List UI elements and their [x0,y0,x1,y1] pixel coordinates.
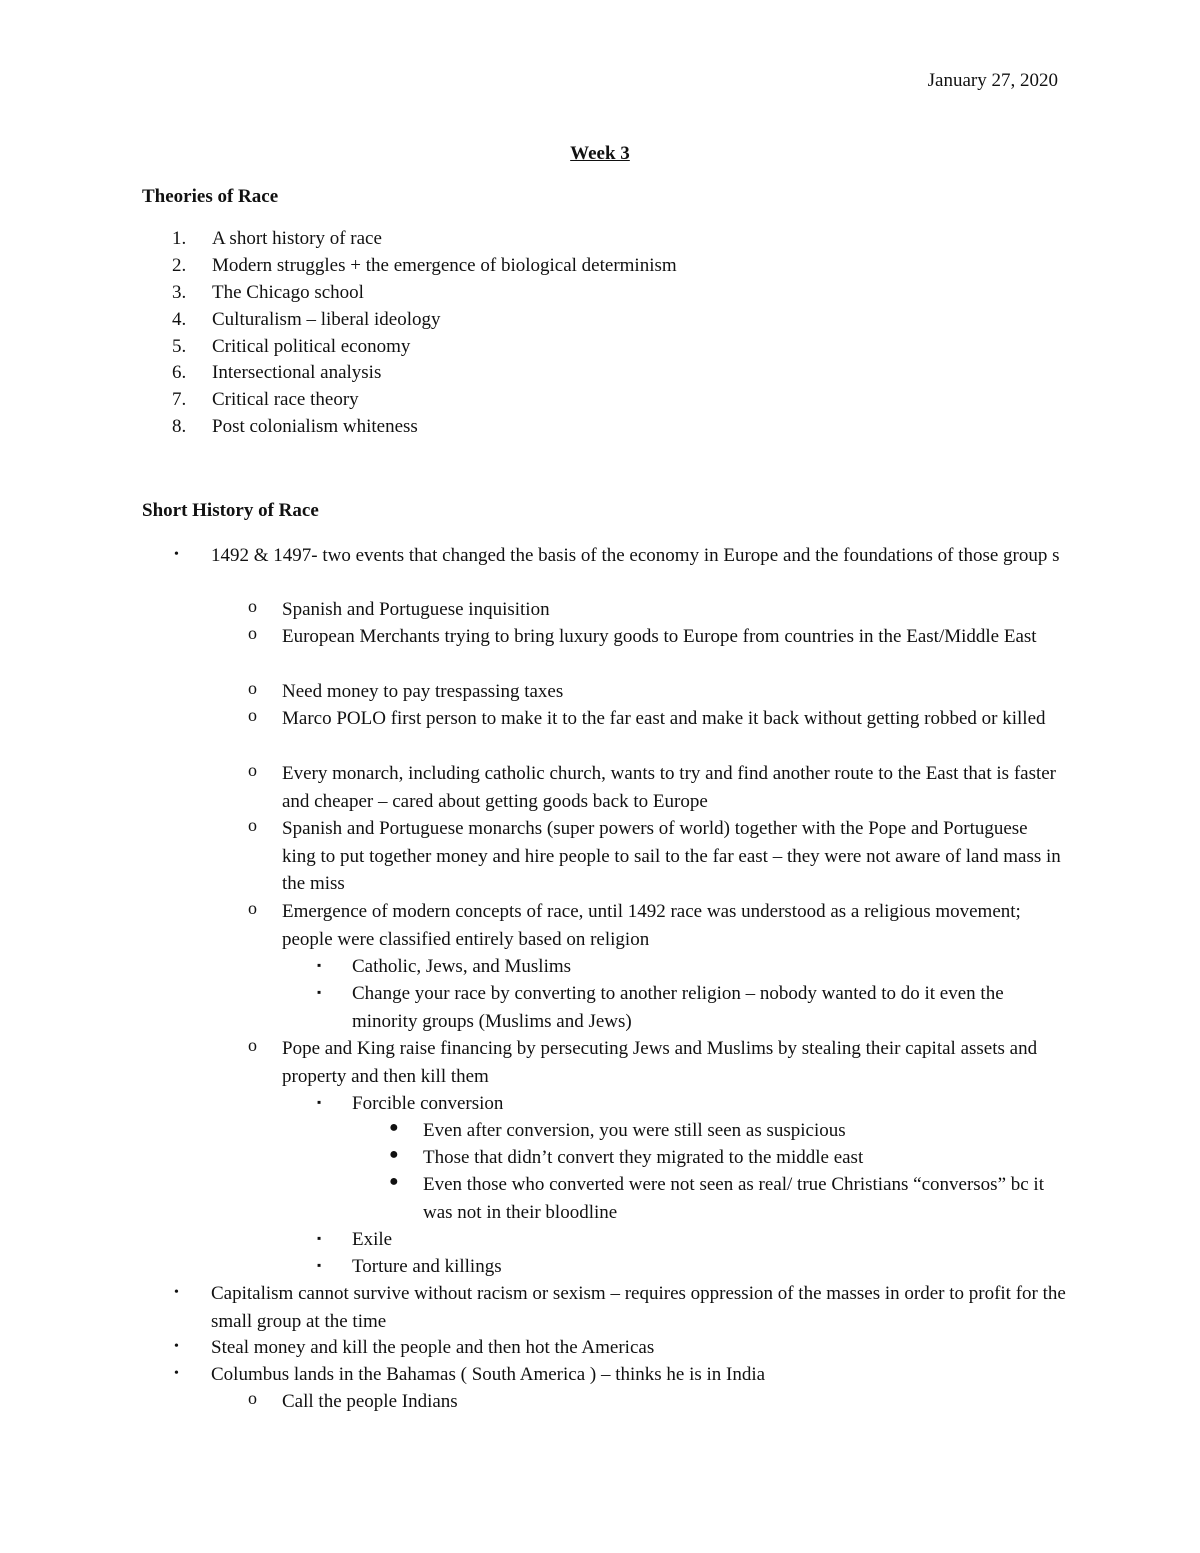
outline-item-text: Change your race by converting to another religion – nobody wanted to do it even the minority groups (Muslims and Jews) [352,983,1004,1032]
list-item-number: 2. [172,254,187,276]
outline-item-text: Forcible conversion [352,1093,504,1114]
list-item-number: 3. [172,281,187,303]
bullet-marker-icon: o [248,815,257,835]
list-item-text: A short history of race [212,228,382,249]
outline-item-text: Catholic, Jews, and Muslims [352,956,572,977]
bullet-marker-icon: o [248,678,257,698]
outline-item-text: Marco POLO first person to make it to the far east and make it back without getting robbed or killed [282,708,1046,729]
bullet-marker-icon: ▪ [317,958,322,972]
bullet-marker-icon: o [248,898,257,918]
bullet-marker-icon: ● [389,1173,399,1190]
week-title: Week 3 [570,143,630,164]
bullet-marker-icon: ● [389,1146,399,1163]
list-item-text: Intersectional analysis [212,362,382,384]
list-item-text: The Chicago school [212,281,364,303]
list-item-number: 5. [172,335,187,357]
outline-item-text: Emergence of modern concepts of race, until 1492 race was understood as a religious movement; people were classified entirely based on religion [282,901,1021,950]
outline-item-text: Even those who converted were not seen as real/ true Christians “conversos” bc it was not in their bloodline [423,1174,1044,1223]
list-item-number: 6. [172,362,187,384]
bullet-marker-icon: ▪ [317,1258,322,1272]
bullet-marker-icon: ● [389,1119,399,1136]
bullet-marker-icon: ▪ [317,985,322,999]
list-item-number: 4. [172,308,187,330]
bullet-marker-icon: ▪ [317,1231,322,1245]
outline-item-text: Even after conversion, you were still seen as suspicious [423,1120,846,1141]
outline-item-text: 1492 & 1497- two events that changed the basis of the economy in Europe and the foundations of those group s [211,545,1060,566]
bullet-marker-icon: o [248,1035,257,1055]
list-item-text: Modern struggles + the emergence of biological determinism [212,254,677,276]
outline-item-text: Steal money and kill the people and then hot the Americas [211,1337,655,1358]
outline-item-text: Those that didn’t convert they migrated to the middle east [423,1147,864,1168]
outline-item-text: Every monarch, including catholic church, wants to try and find another route to the East that is faster and cheaper – cared about getting goods back to Europe [282,763,1057,812]
list-item-text: Culturalism – liberal ideology [212,308,441,330]
document-date: January 27, 2020 [927,70,1058,91]
bullet-marker-icon: • [174,1285,179,1300]
bullet-marker-icon: ▪ [317,1095,322,1109]
bullet-marker-icon: o [248,596,257,616]
bullet-marker-icon: • [174,547,179,562]
outline-item-text: Call the people Indians [282,1391,458,1412]
outline-item-text: Spanish and Portuguese inquisition [282,599,550,620]
bullet-marker-icon: • [174,1339,179,1354]
bullet-marker-icon: o [248,760,257,780]
list-item-number: 1. [172,228,187,249]
list-item-number: 7. [172,389,187,411]
bullet-marker-icon: o [248,623,257,643]
outline-item-text: Pope and King raise financing by persecuting Jews and Muslims by stealing their capital assets and property and then kill them [282,1038,1038,1087]
bullet-marker-icon: o [248,1388,257,1408]
outline-item-text: Spanish and Portuguese monarchs (super powers of world) together with the Pope and Portuguese king to put together money and hire people to sail to the far east – they were not aware of land mass in the miss [282,818,1061,894]
list-item-text: Post colonialism whiteness [212,416,418,438]
section-heading-history: Short History of Race [142,500,319,521]
outline-item-text: Columbus lands in the Bahamas ( South America ) – thinks he is in India [211,1364,766,1385]
outline-item-text: Capitalism cannot survive without racism or sexism – requires oppression of the masses in order to profit for the small group at the time [211,1283,1066,1332]
bullet-marker-icon: • [174,1366,179,1381]
outline-item-text: Torture and killings [352,1256,502,1277]
list-item-number: 8. [172,416,187,438]
list-item-text: Critical political economy [212,335,411,357]
list-item-text: Critical race theory [212,389,359,411]
outline-item-text: Need money to pay trespassing taxes [282,681,564,702]
outline-item-text: European Merchants trying to bring luxury goods to Europe from countries in the East/Middle East [282,626,1037,647]
section-heading-theories: Theories of Race [142,186,279,207]
outline-item-text: Exile [352,1229,393,1250]
bullet-marker-icon: o [248,705,257,725]
